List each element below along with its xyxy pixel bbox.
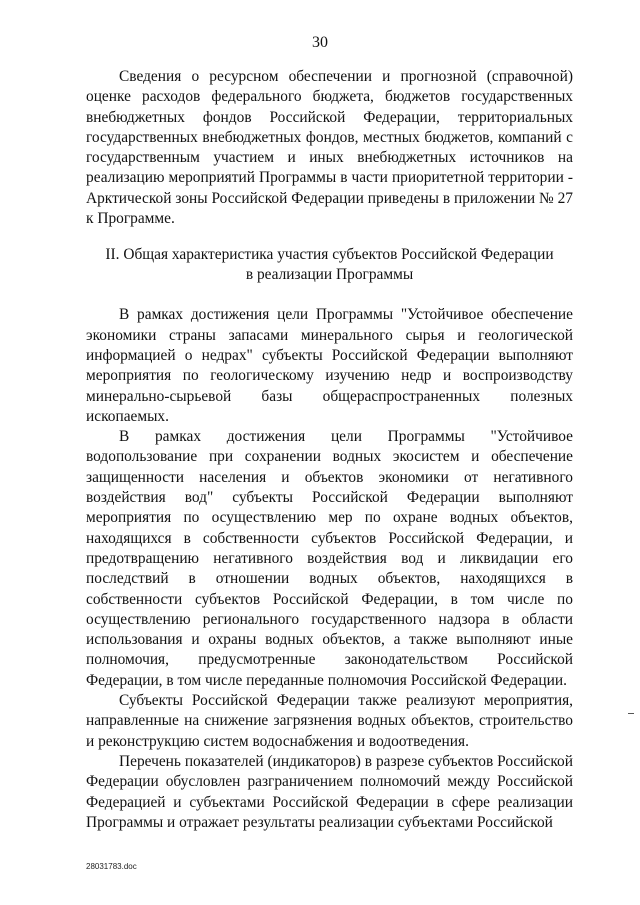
section-heading bbox=[86, 245, 573, 285]
resource-info-paragraph: Сведения о ресурсном обеспечении и прогнозной (справочной) оценке расходов федерального бюджета, бюджетов государственных внебюджетных фондов Российской Федерации, территориальных государственных внебюджетных фондов, местных бюджетов, компаний с государственным участием и иных внебюджетных источников на реализацию мероприятий Программы в части приоритетной территории - Арктической зоны Российской Федерации приведены в приложении № 27 к Программе. bbox=[86, 68, 573, 228]
document-file-code: 28031783.doc bbox=[86, 862, 137, 871]
paragraph-pollution-reduction: Субъекты Российской Федерации также реализуют мероприятия, направленные на снижение загрязнения водных объектов, строительство и реконструкцию систем водоснабжения и водоотведения. bbox=[86, 692, 573, 750]
margin-mark bbox=[628, 713, 634, 714]
paragraph-indicators: Перечень показателей (индикаторов) в разрезе субъектов Российской Федерации обусловлен разграничением полномочий между Российской Федерацией и субъектами Российской Федерации в сфере реализации Программы и отражает результаты реализации субъектами Российской bbox=[86, 752, 573, 831]
section-heading-line-2: в реализации Программы bbox=[245, 266, 414, 284]
paragraph-mineral-resources: В рамках достижения цели Программы "Устойчивое обеспечение экономики страны запасами минерального сырья и геологической информацией о недрах" субъекты Российской Федерации выполняют мероприятия по геологическому изучению недр и воспроизводству минерально-сырьевой базы общераспространенных полезных ископаемых. bbox=[86, 306, 573, 425]
section-heading-line-1: II. Общая характеристика участия субъектов Российской Федерации bbox=[105, 246, 554, 264]
paragraph-water-use: В рамках достижения цели Программы "Устойчивое водопользование при сохранении водных экосистем и обеспечение защищенности населения и объектов экономики от негативного воздействия вод" субъекты Российской Федерации выполняют мероприятия по осуществлению мер по охране водных объектов, находящихся в собственности субъектов Российской Федерации, и предотвращению негативного воздействия вод и ликвидации его последствий в отношении водных объектов, находящихся в собственности субъектов Российской Федерации, в том числе по осуществлению регионального государственного надзора в области использования и охраны водных объектов, а также выполняют иные полномочия, предусмотренные законодательством Российской Федерации, в том числе переданные полномочия Российской Федерации. bbox=[86, 428, 573, 689]
page-number: 30 bbox=[312, 34, 328, 51]
document-body bbox=[86, 67, 573, 833]
